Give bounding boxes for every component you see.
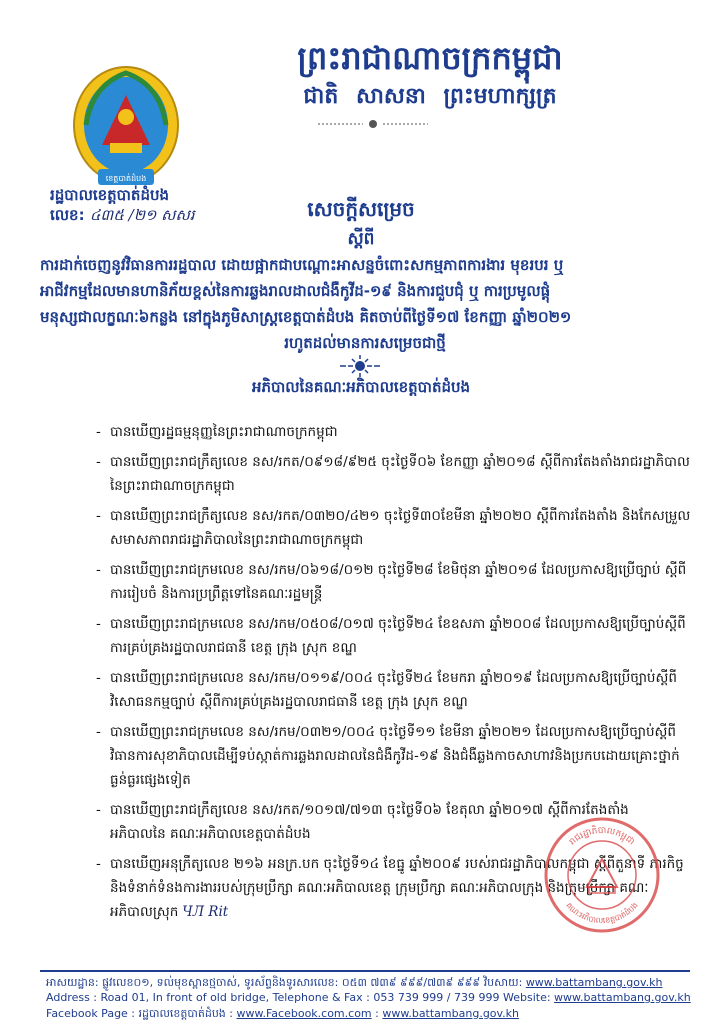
reference-prefix: លេខ:	[50, 206, 85, 224]
stamp-bottom-text: គណៈអភិបាលខេត្តបាត់ដំបង	[564, 900, 640, 926]
list-item: - បានឃើញព្រះរាជក្រឹត្យលេខ នស/រកត/០៩១៨/៩២៥ ចុះថ្ងៃទី០៦ ខែកញ្ញា ឆ្នាំ២០១៨ ស្តីពីការតែងតាំងរាជរដ្ឋាភិបាល នៃព្រះរាជាណាចក្រកម្ពុជា	[100, 450, 700, 498]
subject-line-3: មនុស្សជាលក្ខណៈ៦កន្លង នៅក្នុងភូមិសាស្ត្រខេត្តបាត់ដំបង គិតចាប់ពីថ្ងៃទី១៧ ខែកញ្ញា ឆ្នាំ២០២១	[40, 308, 572, 326]
list-item: - បានឃើញព្រះរាជក្រឹត្យលេខ នស/រកត/១០១៧/៧១៣ ចុះថ្ងៃទី០៦ ខែតុលា ឆ្នាំ២០១៧ ស្តីពីការតែងតាំង អភិបាលនៃ គណៈអភិបាលខេត្តបាត់ដំបង	[100, 798, 700, 846]
issuing-administration: រដ្ឋបាលខេត្តបាត់ដំបង	[50, 186, 170, 204]
website-link[interactable]: www.battambang.gov.kh	[525, 976, 663, 989]
footer-divider	[40, 970, 690, 972]
footer-address-kh: អាសយដ្ឋាន: ផ្លូវលេខ០១, ទល់មុខស្ពានថ្មចាស់, ទូរស័ព្ទនិងទូរសារលេខ: ០៥៣ ៧៣៩ ៩៩៩/៧៣៩ ៩៩៩ វិបសាយ: www.battambang.gov.kh	[46, 976, 663, 989]
list-item: - បានឃើញអនុក្រឹត្យលេខ ២១៦ អនក្រ.បក ចុះថ្ងៃទី១៤ ខែធ្នូ ឆ្នាំ២០០៩ របស់រាជរដ្ឋាភិបាលកម្ពុជា ស្តីពីតួនាទី ភារកិច្ច និងទំនាក់ទំនងការងាររបស់ក្រុមប្រឹក្សា គណៈអភិបាលខេត្ត ក្រុមប្រឹក្សា គណៈអភិបាលក្រុង និងក្រុមប្រឹក្សា គណៈ អភិបាលស្រុក ЧЛ Rit	[100, 852, 700, 924]
ornament-divider	[318, 118, 428, 130]
document-title: សេចក្តីសម្រេច	[307, 197, 415, 221]
website-link[interactable]: www.battambang.gov.kh	[554, 991, 691, 1004]
emblem-caption: ខេត្តបាត់ដំបង	[105, 174, 147, 183]
reference-value: ៤៣៥ /២១ សសរ	[89, 206, 195, 224]
list-item: - បានឃើញរដ្ឋធម្មនុញ្ញនៃព្រះរាជាណាចក្រកម្ពុជា	[100, 420, 700, 444]
footer-address-en: Address : Road 01, In front of old bridge, Telephone & Fax : 053 739 999 / 739 999 Website: www.battambang.gov.kh	[46, 991, 691, 1004]
stamp-top-text: រាជរដ្ឋាភិបាលកម្ពុជា	[567, 826, 637, 848]
subject-line-4: រហូតដល់មានការសម្រេចជាថ្មី	[284, 334, 446, 352]
subject-block	[40, 252, 690, 356]
footer-facebook: Facebook Page : រដ្ឋបាលខេត្តបាត់ដំបង : www.Facebook.com.com : www.battambang.gov.kh	[46, 1007, 520, 1020]
facebook-link[interactable]: www.Facebook.com.com	[236, 1007, 372, 1020]
svg-text:គណៈអភិបាលខេត្តបាត់ដំបង	[564, 901, 640, 925]
document-subtitle: ស្តីពី	[347, 229, 375, 249]
handwritten-signature: ЧЛ Rit	[182, 904, 229, 920]
official-stamp	[542, 815, 662, 935]
list-item: - បានឃើញព្រះរាជក្រឹត្យលេខ នស/រកត/០៣២០/៤២១ ចុះថ្ងៃទី៣០ខែមីនា ឆ្នាំ២០២០ ស្តីពីការតែងតាំង និងកែសម្រួល សមាសភាពរាជរដ្ឋាភិបាលនៃព្រះរាជាណាចក្រកម្ពុជា	[100, 504, 700, 552]
national-motto: ជាតិ សាសនា ព្រះមហាក្សត្រ	[303, 84, 557, 109]
kingdom-header: ព្រះរាជាណាចក្រកម្ពុជា	[297, 39, 563, 77]
list-item: - បានឃើញព្រះរាជក្រមលេខ នស/រកម/០១១៩/០០៤ ចុះថ្ងៃទី២៤ ខែមករា ឆ្នាំ២០១៩ ដែលប្រកាសឱ្យប្រើច្បាប់ស្តីពី វិសោធនកម្មច្បាប់ ស្តីពីការគ្រប់គ្រងរដ្ឋបាលរាជធានី ខេត្ត ក្រុង ស្រុក ខណ្ឌ	[100, 666, 700, 714]
subject-line-1: ការដាក់ចេញនូវវិធានការរដ្ឋបាល ដោយផ្អាកជាបណ្តោះអាសន្នចំពោះសកម្មភាពការងារ មុខរបរ ឬ	[40, 256, 564, 274]
list-item: - បានឃើញព្រះរាជក្រមលេខ នស/រកម/០៦១៨/០១២ ចុះថ្ងៃទី២៨ ខែមិថុនា ឆ្នាំ២០១៨ ដែលប្រកាសឱ្យប្រើច្បាប់ ស្តីពី ការរៀបចំ និងការប្រព្រឹត្តទៅនៃគណៈរដ្ឋមន្ត្រី	[100, 558, 700, 606]
sun-ornament-icon	[340, 355, 380, 377]
svg-text:រាជរដ្ឋាភិបាលកម្ពុជា	[568, 824, 637, 847]
governor-heading: អភិបាលនៃគណៈអភិបាលខេត្តបាត់ដំបង	[251, 378, 471, 396]
provincial-emblem	[72, 65, 180, 193]
subject-line-2: អាជីវកម្មដែលមានហានិភ័យខ្ពស់នៃការឆ្លងរាលដាលជំងឺកូវីដ-១៩ និងការជួបជុំ ឬ ការប្រមូលផ្តុំ	[40, 282, 551, 300]
list-item: - បានឃើញព្រះរាជក្រមលេខ នស/រកម/០៣២១/០០៤ ចុះថ្ងៃទី១១ ខែមីនា ឆ្នាំ២០២១ ដែលប្រកាសឱ្យប្រើច្បាប់ស្តីពី វិធានការសុខាភិបាលដើម្បីទប់ស្កាត់ការឆ្លងរាលដាលនៃជំងឺកូវីដ-១៩ និងជំងឺឆ្លងកាចសាហាវនិងប្រកបដោយគ្រោះថ្នាក់ ធ្ងន់ធ្ងរផ្សេងទៀត	[100, 720, 700, 792]
website-link[interactable]: www.battambang.gov.kh	[382, 1007, 520, 1020]
list-item: - បានឃើញព្រះរាជក្រមលេខ នស/រកម/០៥០៨/០១៧ ចុះថ្ងៃទី២៤ ខែឧសភា ឆ្នាំ២០០៨ ដែលប្រកាសឱ្យប្រើច្បាប់ស្តីពី ការគ្រប់គ្រងរដ្ឋបាលរាជធានី ខេត្ត ក្រុង ស្រុក ខណ្ឌ	[100, 612, 700, 660]
